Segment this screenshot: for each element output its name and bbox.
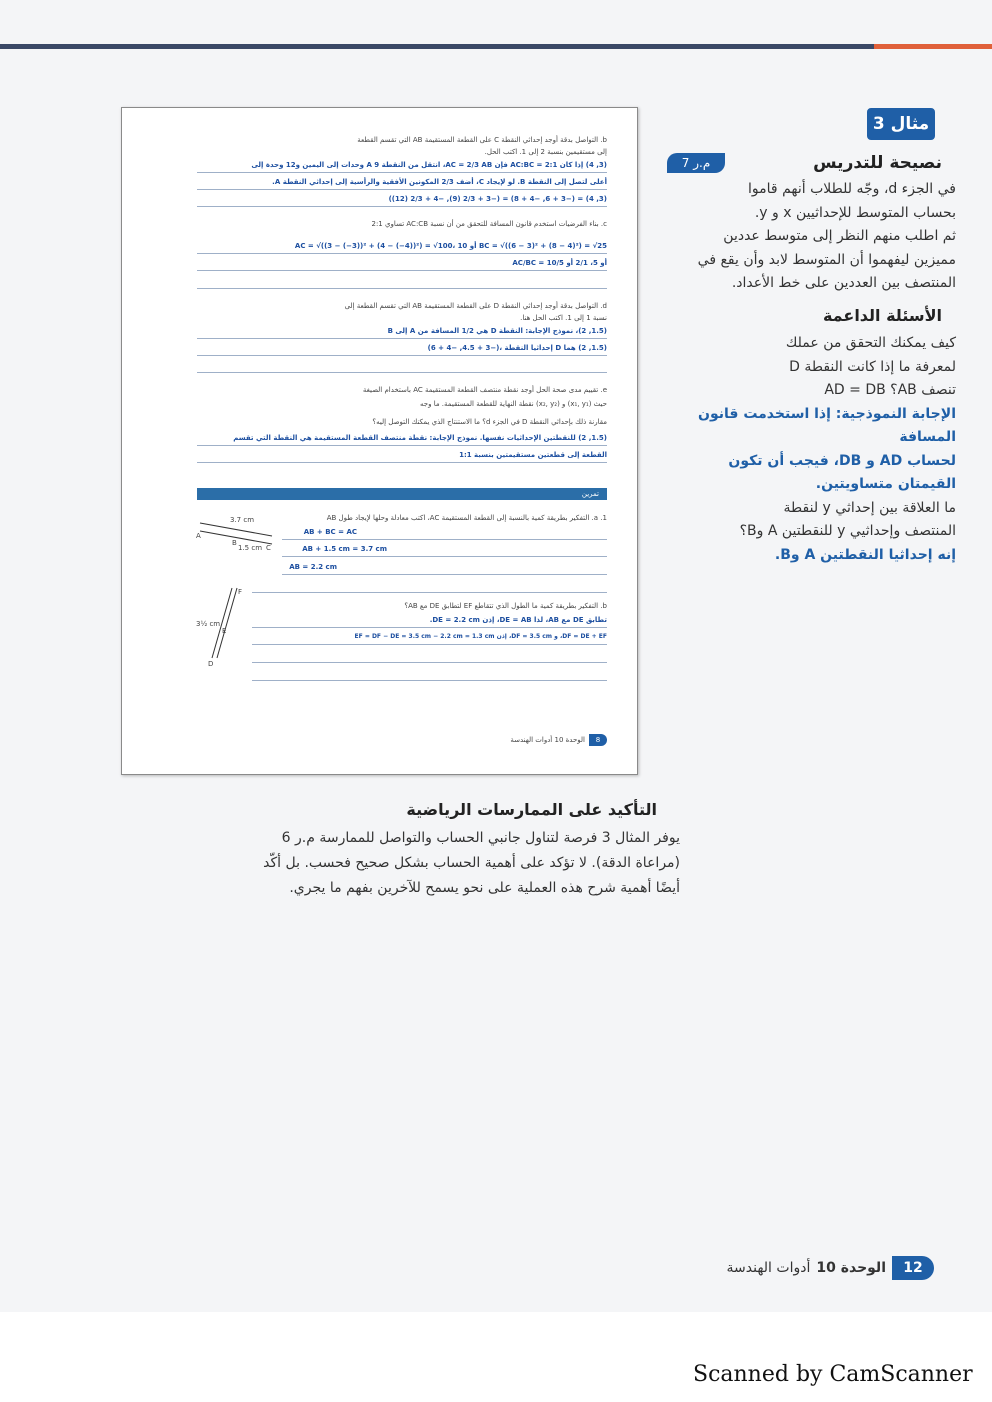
thumb-page-number: 8 (589, 734, 607, 746)
thumb-text: إلى مستقيمين بنسبة 2 إلى 1. اكتب الحل. (484, 148, 607, 156)
thumb-text: مقارنة ذلك بإحداثي النقطة D في الجزء d؟ ما الاستنتاج الذي يمكنك التوصل إليه؟ (372, 418, 607, 426)
thumb-answer: أو 5، 2/1 أو AC/BC = 10/5 (512, 259, 607, 267)
unit-label: الوحدة 10 (816, 1259, 886, 1276)
teaching-tip-title: نصيحة للتدريس (813, 153, 942, 173)
student-page-thumbnail (121, 107, 638, 775)
top-rule (0, 44, 992, 49)
practice-line: أيضًا أهمية شرح هذه العملية على نحو يسمح للآخرين بفهم ما يجري. (289, 880, 680, 896)
supporting-questions-body (656, 332, 956, 567)
thumb-text: b. التواصل بدقة أوجد إحداثي النقطة C على القطعة المستقيمة AB التي تقسم القطعة (357, 136, 607, 144)
thumb-answer: BC = √((6 − 3)² + (8 − 4)²) = √25 أو 10 ،AC = √((3 − (−3))² + (4 − (−4))²) = √100 (294, 242, 607, 250)
example-badge: مثال 3 (867, 108, 935, 140)
answer-line-text: القيمتان متساويتين. (815, 476, 956, 492)
fig-label: 3.7 cm (230, 516, 255, 524)
practice-pill: م.ر 7 (667, 153, 725, 173)
fig-label: 3½ cm (196, 620, 221, 628)
page-number: 12 (892, 1256, 934, 1280)
answer-line (252, 627, 607, 628)
thumb-answer: أعلى لتصل إلى النقطة B. لو لإيجاد C، أضف 2/3 المكونين الأفقية والرأسية إلى إحداثي النقطة A. (272, 178, 607, 186)
answer-line (282, 574, 607, 575)
answer-line (197, 355, 607, 356)
thumb-answer: AB + 1.5 cm = 3.7 cm (302, 545, 387, 553)
thumb-text: 1. a. التفكير بطريقة كمية بالنسبة إلى القطعة المستقيمة AC، اكتب معادلة وحلها لإيجاد طول AB (326, 514, 607, 522)
tip-line: المنتصف بين العددين على خط الأعداد. (731, 275, 956, 291)
thumb-text: e. تقييم مدى صحة الحل أوجد نقطة منتصف القطعة المستقيمة AC باستخدام الصيغة (362, 386, 607, 394)
practice-line: (مراعاة الدقة). لا تؤكد على أهمية الحساب بشكل صحيح فحسب. بل أكّد (263, 855, 680, 871)
segment-figures (192, 508, 282, 678)
answer-line (197, 445, 607, 446)
top-rule-accent (874, 44, 992, 49)
thumb-footer-text: الوحدة 10 أدوات الهندسة (510, 736, 585, 744)
fig-label: F (238, 588, 243, 596)
thumb-answer: (1.5, 2) هما D إحداثيا النقطة ،(−3 + 4.5, −4 + 6) (427, 344, 607, 352)
page-footer (727, 1255, 934, 1280)
fig-label: B (232, 539, 237, 547)
teaching-tip-body (656, 178, 956, 296)
answer-line-text: إنه إحداثيا النقطتين A وB. (774, 546, 956, 563)
thumb-text: نسبة 1 إلى 1. اكتب الحل هنا. (520, 314, 607, 322)
thumb-answer: AB = 2.2 cm (289, 563, 337, 571)
question-line: ما العلاقة بين إحداثي y لنقطة (783, 499, 956, 516)
thumb-answer: القطعة إلى قطعتين مستقيمتين بنسبة 1:1 (459, 451, 607, 459)
thumb-answer: DF = DE + EF، و DF = 3.5 cm، إذن EF = DF − DE = 3.5 cm − 2.2 cm = 1.3 cm (354, 633, 607, 640)
practice-line: يوفر المثال 3 فرصة لتناول جانبي الحساب والتواصل للممارسة م.ر 6 (281, 830, 680, 846)
answer-line (282, 539, 607, 540)
thumb-text: حيث (x₁, y₁) و (x₂, y₂) نقطة النهاية للقطعة المستقيمة. ما وجه (420, 400, 607, 408)
question-line: كيف يمكنك التحقق من عملك (785, 335, 956, 351)
exercise-bar: تمرين (197, 488, 607, 500)
answer-line (197, 189, 607, 190)
fig-label: A (196, 532, 201, 540)
thumb-answer: AB + BC = AC (303, 528, 357, 536)
question-line: لمعرفة ما إذا كانت النقطة D (789, 358, 956, 375)
practices-body (160, 826, 680, 901)
answer-line (197, 270, 607, 271)
answer-line (197, 338, 607, 339)
fig-label: C (266, 544, 271, 552)
unit-title: أدوات الهندسة (726, 1259, 811, 1276)
fig-label: 1.5 cm (238, 544, 263, 552)
answer-line (252, 680, 607, 681)
tip-line: بحساب المتوسط للإحداثيين x و y. (754, 204, 956, 221)
tip-line: مميزين ليفهموا أن المتوسط لابد وأن يقع في (697, 251, 956, 268)
answer-line (197, 172, 607, 173)
thumb-text: b. التفكير بطريقة كمية ما الطول الذي تتقاطع EF لتطابق DE مع AB؟ (404, 602, 607, 610)
answer-line-text: الإجابة النموذجية: إذا استخدمت قانون المسافة (698, 405, 956, 445)
answer-line (197, 288, 607, 289)
answer-line (252, 592, 607, 593)
answer-line (197, 462, 607, 463)
practices-title: التأكيد على الممارسات الرياضية (406, 800, 657, 819)
thumb-text: d. التواصل بدقة أوجد إحداثي النقطة D على القطعة المستقيمة AB التي تقسم القطعة إلى (344, 302, 607, 310)
supporting-questions-title: الأسئلة الداعمة (822, 306, 942, 325)
thumb-answer: (3, 4) = (−3 + 6, −4 + 8) = (−3 + 2/3 (9), −4 + 2/3 (12)) (388, 195, 607, 203)
thumb-answer: (3, 4) إذا كان AC:BC = 2:1 فإن AC = 2/3 AB، انتقل من النقطة A 9 وحدات إلى اليمين و12 وحدة إلى (251, 161, 607, 169)
answer-line (282, 556, 607, 557)
answer-line (252, 644, 607, 645)
question-line: تنصف AB؟ AD = DB (824, 382, 956, 398)
thumb-answer: تطابق DE مع AB، لذا DE = AB، إذن DE = 2.2 cm. (429, 616, 607, 624)
question-line: المنتصف وإحداثيي y للنقطتين A وB؟ (739, 523, 956, 539)
thumb-answer: (1.5, 2) للنقطتين الإحداثيات نفسها. نموذج الإجابة: نقطة منتصف القطعة المستقيمة هي النقطة التي تقسم (233, 434, 607, 442)
tip-line: في الجزء d، وجّه للطلاب أنهم قاموا (748, 181, 956, 197)
answer-line (252, 662, 607, 663)
thumb-text: c. بناء الفرضيات استخدم قانون المسافة للتحقق من أن نسبة AC:CB تساوي 2:1 (371, 220, 607, 228)
thumb-footer (510, 734, 607, 746)
thumb-answer: (1.5, 2)، نموذج الإجابة: النقطة D هي 1/2 المسافة من A إلى B (387, 327, 607, 335)
fig-label: D (208, 660, 214, 668)
answer-line (197, 206, 607, 207)
scanner-watermark: Scanned by CamScanner (693, 1362, 973, 1387)
answer-line (197, 253, 607, 254)
answer-line-text: لحساب AD و DB، فيجب أن تكون (728, 452, 956, 469)
tip-line: ثم اطلب منهم النظر إلى متوسط عددين (723, 228, 956, 244)
answer-line (197, 372, 607, 373)
fig-label: E (222, 627, 227, 635)
